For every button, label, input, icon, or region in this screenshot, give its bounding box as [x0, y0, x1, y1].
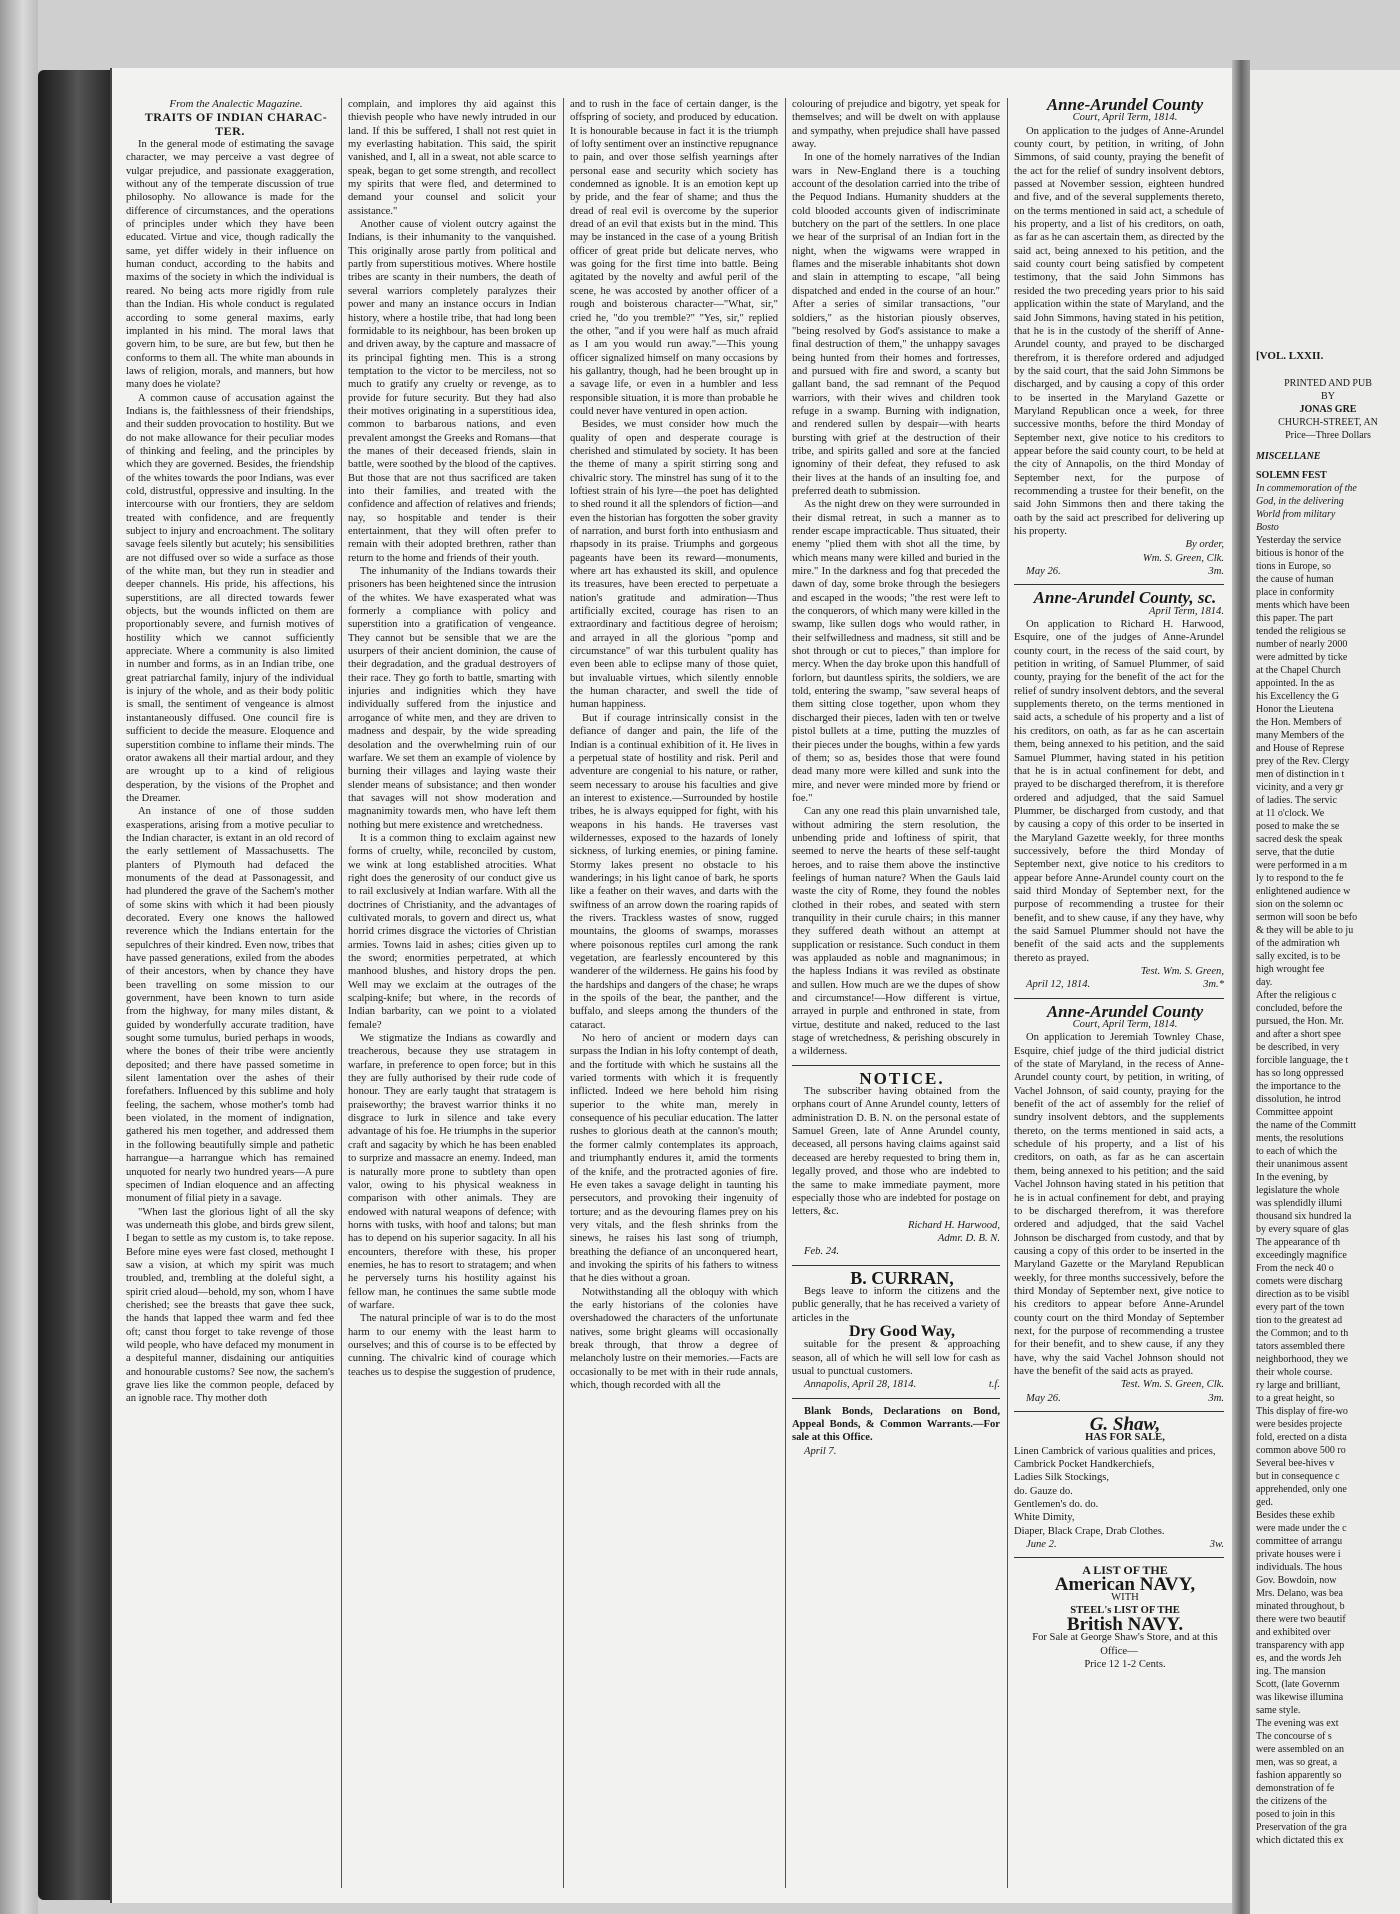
next-page-line: The evening was ext	[1256, 1718, 1339, 1729]
ad-court: Court, April Term, 1814.	[1072, 1019, 1178, 1031]
shaw-item: Diaper, Black Crape, Drab Clothes.	[1014, 1525, 1165, 1537]
next-page-line: many Members of the	[1256, 730, 1345, 741]
next-page-line: ry large and brilliant,	[1256, 1380, 1341, 1391]
paragraph: As the night drew on they were surrounded in their dismal retreat, in such a manner as to render escape impracticable. Thus situated, their enemy "plied them with shot all the time, by which means many were killed and buried in the mire." In the darkness and fog that preceded the dawn of day, some broke through the besiegers and escaped in the woods; "the rest were left to the conquerors, of which many were killed in the swamp, like sullen dogs who would rather, in their selfwilledness and madness, sit still and be shot through or cut to pieces," than implore for mercy. When the day broke upon this handfull of forlorn, but dauntless spirits, the soldiers, we are told, entering the swamp, "saw several heaps of them sitting close together, upon whom they discharged their pieces, laden with ten or twelve pistol bullets at a time, putting the muzzles of their pieces under the boughs, within a few yards of them; so as, besides those that were found dead many more were killed and sunk into the mire, and never were minded more by friend or foe."	[792, 499, 1000, 804]
next-page-line: his Excellency the G	[1256, 691, 1340, 702]
ad-court: Court, April Term, 1814.	[1072, 112, 1178, 124]
next-page-line: es, and the words Jeh	[1256, 1653, 1342, 1664]
paragraph: It is a common thing to exclaim against new forms of cruelty, while, reconciled by custom, we wink at long established atrocities. What right does the generosity of our conduct give us to rail exclusively at Indian warfare. With all the doctrines of Christianity, and the advantages of cultivated morals, to govern and direct us, what horrid crimes disgrace the victories of Christian armies. Towns laid in ashes; cities given up to the sword; enormities perpetrated, at which manhood blushes, and history drops the pen. Well may we exclaim at the outrages of the scalping-knife; but where, in the records of Indian barbarity, can we point to a violated female?	[348, 832, 556, 1031]
curran-headline: Dry Good Way,	[849, 1322, 955, 1340]
next-page-line: & they will be able to ju	[1256, 925, 1354, 936]
next-page-line: Yesterday the service	[1256, 535, 1342, 546]
next-page-line: was splendidly illumi	[1256, 1198, 1343, 1209]
newspaper-page	[110, 68, 1232, 1903]
next-page-line: World from military	[1256, 509, 1336, 520]
next-page-line: private houses were i	[1256, 1549, 1341, 1560]
paragraph: In the general mode of estimating the savage character, we may perceive a vast degree of vulgar prejudice, and passionate exaggeration, without any of the temperate discussion of true philosophy. No allowance is made for the difference of circumstances, and the operations of principles under which they have been educated. Virtue and vice, though radically the same, yet differ widely in their influence on human conduct, according to the habits and maxims of the society in which the individual is reared. No being acts more rigidly from rule than the Indian. His whole conduct is regulated according to some general maxims, early implanted in his mind. The moral laws that govern him, to be sure, are but few, but then he conforms to them all. The white man abounds in laws of religion, morals, and manners, but how many does he violate?	[126, 139, 334, 391]
ad-title: Anne-Arundel County, sc.	[1033, 588, 1217, 608]
next-page-line: legislature the whole	[1256, 1185, 1340, 1196]
next-page-line: vicinity, and a very gr	[1256, 782, 1344, 793]
next-page-line: Preservation of the gra	[1256, 1822, 1347, 1833]
next-page-line: the Hon. Members of	[1256, 717, 1342, 728]
next-page-line: In commemoration of the	[1256, 483, 1357, 494]
next-page-line: After the religious c	[1256, 990, 1337, 1001]
next-page-line: ing. The mansion	[1256, 1666, 1326, 1677]
paragraph: complain, and implores thy aid against this thievish people who have newly intruded in our land. If this be suffered, I shall not rest quiet in my everlasting habitation. This said, the spirit vanished, and I, all in a sweat, not able scarce to speak, began to get some strength, and recollect my spirits that were fled, and determined to demand your counsel and solicit your assistance."	[348, 99, 556, 217]
next-page-line: the name of the Committ	[1256, 1120, 1356, 1131]
next-page-line: sion on the solemn oc	[1256, 899, 1344, 910]
next-page-line: Scott, (late Governm	[1256, 1679, 1340, 1690]
next-page-line: ged.	[1256, 1497, 1273, 1508]
navy-line: British NAVY.	[1066, 1613, 1184, 1635]
next-page-line: forcible language, the t	[1256, 1055, 1349, 1066]
next-page-line: day.	[1256, 977, 1273, 988]
next-page-line: every part of the town	[1256, 1302, 1345, 1313]
next-page-line: the cause of human	[1256, 574, 1334, 585]
next-page-line: From the neck 40 o	[1256, 1263, 1334, 1274]
navy-line: American NAVY,	[1054, 1573, 1196, 1595]
next-page-line: the importance to the	[1256, 1081, 1341, 1092]
next-page-line: be described, in very	[1256, 1042, 1340, 1053]
paragraph: "When last the glorious light of all the sky was underneath this globe, and birds grew silent, I began to settle as my custom is, to take repose. Before mine eyes were fast closed, methought I saw a vision, at which my spirit was much troubled, and, trembling at the doleful sight, a spirit cried aloud—behold, my son, whom I have cherished; see the breasts that gave thee suck, the hands that lapped thee warm and fed thee oft; canst thou forget to take revenge of those wild people, who have defaced my monument in a despiteful manner, disdaining our antiquities and honourable customs? See now, the sachem's grave lies like the common people, defaced by an ignoble race. Thy mother doth	[126, 1206, 334, 1405]
next-page-line: to each of which the	[1256, 1146, 1338, 1157]
ad-term: 3m.*	[1203, 979, 1224, 991]
next-page-line: Committee appoint	[1256, 1107, 1333, 1118]
divider	[1014, 998, 1224, 999]
next-page-line: men, was so great, a	[1256, 1757, 1338, 1768]
column-rule	[341, 98, 342, 1888]
paragraph: In one of the homely narratives of the Indian wars in New-England there is a touching account of the desolation carried into the tribe of the Pequod Indians. Humanity shudders at the cold blooded accounts given of indiscriminate butchery on the part of the settlers. In one place we hear of the surprisal of an Indian fort in the night, when the wigwams were wrapped in flames and the miserable inhabitants shot down and slain in attempting to escape, "all being dispatched and ended in the course of an hour." After a series of similar transactions, "our soldiers," as the historian piously observes, "being resolved by God's assistance to make a final destruction of them," the unhappy savages being hunted from their homes and fortresses, and pursued with fire and sword, a scanty but gallant band, the sad remnant of the Pequod warriors, with their wives and children took refuge in a swamp. Burning with indignation, and rendered sullen by despair—with hearts bursting with grief at the destruction of their tribe, and spirits galled and sore at the fancied ignominy of their defeat, they refused to ask their lives at the hands of an insulting foe, and preferred death to submission.	[792, 152, 1000, 497]
next-page-line: dissolution, he introd	[1256, 1094, 1341, 1105]
next-page-line: common above 500 ro	[1256, 1445, 1346, 1456]
ad-term: 3m.	[1208, 566, 1224, 578]
next-page-line: the Common; and to th	[1256, 1328, 1349, 1339]
next-page-line: SOLEMN FEST	[1256, 470, 1327, 481]
next-page-line: to a great height, so	[1256, 1393, 1335, 1404]
navy-line: WITH	[1111, 1592, 1139, 1604]
paragraph: An instance of one of those sudden exasperations, arising from a motive peculiar to the Indian character, is extant in an old record of the early settlement of Massachusetts. The planters of Plymouth had defaced the monuments of the dead at Passonagessit, and had plundered the grave of the Sachem's mother of some skins with which it had been piously decorated. Every one knows the hallowed reverence which the Indians entertain for the sepulchres of their kindred. Even now, tribes that have passed generations, exiled from the abodes of their ancestors, when by chance they have been travelling on some mission to our government, have been known to turn aside from the highway, for many miles distant, & guided by wonderfully accurate tradition, have sought some tumulus, buried perhaps in woods, where the bones of their tribe were anciently deposited; and there have passed sometime in silent lamentation over the ashes of their forefathers. Influenced by this sublime and holy feeling, the sachem, whose mother's tomb had been violated, in the moment of indignation, gathered his men together, and addressed them in the following beautifully simple and pathetic harrangue—a harrangue which has remained unquoted for nearly two hundred years—A pure specimen of Indian eloquence and an affecting monument of filial piety in a savage.	[126, 806, 334, 1205]
next-page-line: their unanimous assent	[1256, 1159, 1348, 1170]
ad-date-text: May 26.	[1026, 1392, 1061, 1404]
volume-label: [VOL. LXXII.	[1256, 350, 1324, 362]
blank-bonds-ad: Blank Bonds, Declarations on Bond, Appeal Bonds, & Common Warrants.—For sale at this Office.	[792, 1405, 1000, 1444]
curran-intro: Begs leave to inform the citizens and the public generally, that he has received a variety of articles in the	[792, 1285, 1000, 1324]
shaw-item: Cambrick Pocket Handkerchiefs,	[1014, 1459, 1155, 1471]
column-rule	[1007, 98, 1008, 1888]
navy-price: Price 12 1-2 Cents.	[1084, 1658, 1166, 1670]
notice-signature: Richard H. Harwood,	[907, 1219, 1000, 1231]
next-page-line: which dictated this ex	[1256, 1835, 1344, 1846]
next-page-line: and after a short spee	[1256, 1029, 1341, 1040]
divider	[1014, 1411, 1224, 1412]
book-binding	[38, 70, 110, 1900]
shaw-item: Linen Cambrick of various qualities and prices,	[1014, 1445, 1216, 1457]
ad-signed	[1014, 965, 1224, 978]
next-page-line: Mrs. Delano, was bea	[1256, 1588, 1343, 1599]
next-page-text	[1250, 377, 1400, 1847]
ad-court: April Term, 1814.	[1149, 605, 1224, 617]
next-page-line: sermon will soon be befo	[1256, 912, 1358, 923]
next-page-line: enlightened audience w	[1256, 886, 1351, 897]
next-page-line: committee of arrangu	[1256, 1536, 1343, 1547]
next-page-line: JONAS GRE	[1299, 404, 1357, 415]
notice-text: The subscriber having obtained from the orphans court of Anne Arundel county, letters of administration D. B. N. on the personal estate of Samuel Green, late of Anne Arundel county, deceased, all persons having claims against said deceased are hereby requested to bring them in, legally proved, and those who are indebted to the same to make immediate payment, more especially those who are indebted for postage on letters, &c.	[792, 1086, 1000, 1218]
next-page-line: BY	[1321, 391, 1335, 402]
scan-margin	[0, 0, 38, 1914]
next-page-line: there were two beautif	[1256, 1614, 1346, 1625]
next-page-line: number of nearly 2000	[1256, 639, 1348, 650]
ad-signed-text: Wm. S. Green, Clk.	[1142, 1379, 1224, 1391]
paragraph: But if courage intrinsically consist in the defiance of danger and pain, the life of the Indian is a continual exhibition of it. He lives in a perpetual state of hostility and risk. Peril and adventure are congenial to his nature, or rather, seem necessary to arouse his faculties and give an interest to existence.—Surrounded by hostile tribes, he is always equipped for fight, with his weapons in his hands. He traverses vast wildernesses, exposed to the hazards of lonely sickness, of lurking enemies, or pining famine. Stormy lakes present no obstacle to his wanderings; in his light canoe of bark, he sports like a feather on their waves, and darts with the swiftness of an arrow down the roaring rapids of the rivers. Trackless wastes of snow, rugged mountains, the glooms of swamps, morasses where poisonous reptiles curl among the rank vegetation, are fearlessly encountered by this wanderer of the wilderness. He gains his food by the hardships and dangers of the chase; he wraps in the spoils of the bear, the panther, and the buffalo, and sleeps among the thunders of the cataract.	[570, 712, 778, 1031]
ad-title: Anne-Arundel County	[1046, 1001, 1204, 1021]
paragraph: We stigmatize the Indians as cowardly and treacherous, because they use stratagem in warfare, in preference to open force; but in this they are fully authorised by their rude code of honour. They are early taught that stratagem is praiseworthy; the bravest warrior thinks it no disgrace to lurk in silence and take every advantage of his foe. He triumphs in the superior craft and sagacity by which he has been enabled to surprize and massacre an enemy. Indeed, man is naturally more prone to subtlety than open valor, owing to his physical weakness in comparison with other animals. They are endowed with natural weapons of defence; with horns with tusks, with hoof and talons; but man has to depend on his superior sagacity. In all his encounters, therefore with these, his proper enemies, he has to resort to stratagem; and when he perversely turns his hostility against his fellow man, he continues the same subtle mode of warfare.	[348, 1033, 556, 1311]
divider	[792, 1065, 1000, 1066]
column-3	[570, 98, 778, 1888]
next-page-line: In the evening, by	[1256, 1172, 1329, 1183]
paragraph: colouring of prejudice and bigotry, yet speak for themselves; and will be dwelt on with applause and sympathy, when prejudice shall have passed away.	[792, 99, 1000, 151]
curran-text: suitable for the present & approaching season, all of which he will sell low for cash as usual to punctual customers.	[792, 1339, 1000, 1377]
paragraph: Besides, we must consider how much the quality of open and desperate courage is cherished and stimulated by society. It has been the theme of many a spirit stirring song and chivalric story. The minstrel has sung of it to the loftiest strain of his lyre—the poet has delighted to shed round it all the splendors of fiction—and even the historian has forgotten the sober gravity of narration, and burst forth into enthusiasm and rhapsody in its praise. Triumphs and gorgeous pageants have been its reward—monuments, where art has exhausted its skill, and opulence its treasures, have been erected to perpetuate a nation's gratitude and admiration—Thus artificially excited, courage has risen to an extraordinary and factitious degree of heroism; and arrayed in all the glorious "pomp and circumstance" of war this turbulent quality has even been able to eclipse many of those quiet, but invaluable virtues, which silently ennoble the human character, and swell the tide of human happiness.	[570, 419, 778, 711]
next-page-line: apprehended, only one	[1256, 1484, 1347, 1495]
shaw-date-text: June 2.	[1026, 1539, 1057, 1551]
navy-line: A LIST OF THE	[1082, 1563, 1168, 1578]
next-page-line: comets were discharg	[1256, 1276, 1343, 1287]
paragraph: Another cause of violent outcry against the Indians, is their inhumanity to the vanquished. This originally arose partly from political and partly from superstitious motives. Where hostile tribes are scanty in their numbers, the death of several warriors completely paralyzes their power and many an instance occurs in Indian history, where a hostile tribe, that had long been formidable to its neighbour, has been broken up and driven away, by the capture and massacre of its principal fighting men. This is a strong temptation to the victor to be merciless, not so much to gratify any cruelty or revenge, as to provide for future security. But they had also their motives originating in a superstitious idea, common to barbarous nations, and even prevalent amongst the Greeks and Romans—that the manes of their deceased friends, slain in battle, were soothed by the blood of the captives. But those that are not thus sacrificed are taken into their families, and treated with the confidence and affection of relatives and friends; nay, so hospitable and tender is their entertainment, that they will often prefer to remain with their adopted brethren, rather than return to the home and friends of their youth.	[348, 219, 556, 564]
paragraph: The natural principle of war is to do the most harm to our enemy with the least harm to ourselves; and this of course is to be effected by cunning. The chivalric kind of courage which teaches us to despise the suggestion of prudence,	[348, 1313, 556, 1378]
column-4	[792, 98, 1000, 1888]
divider	[792, 1398, 1000, 1399]
next-page-line: neighborhood, they we	[1256, 1354, 1348, 1365]
next-page-line: tators assembled there	[1256, 1341, 1345, 1352]
next-page-line: were admitted by ticke	[1256, 652, 1348, 663]
next-page-line: PRINTED AND PUB	[1284, 378, 1372, 389]
next-page-line: by every square of glas	[1256, 1224, 1349, 1235]
paragraph: A common cause of accusation against the Indians is, the faithlessness of their friendships, and their sudden provocation to hostility. But we do not make allowance for their peculiar modes of thinking and feeling, and the principles by which they are governed. Besides, the friendship of the whites towards the poor Indians, was ever cold, distrustful, oppressive and insulting. In the intercourse with our frontiers, they are seldom treated with confidence, and are frequently subject to injury and encroachment. The solitary savage feels silently but acutely; his sensibilities are not diffused over so wide a surface as those of the white man, but they run in steadier and deeper channels. His pride, his affections, his superstitions, are all directed towards fewer objects, but the wounds inflicted on them are proportionably severe, and furnish motives of hostility which we cannot sufficiently appreciate. Where a community is also limited in number and forms, as in an Indian tribe, one great patriarchal family, injury of the individual is injury of the whole, and as their body politic is small, the sentiment of vengeance is almost instantaneously diffused. One council fire is sufficient to decide the measure. Eloquence and superstition combine to inflame their minds. The orator awakens all their martial ardour, and they are wrought up to a kind of religious desperation, by the visions of the Prophet and the Dreamer.	[126, 392, 334, 804]
next-page-line: has so long oppressed	[1256, 1068, 1344, 1079]
next-page-line: of ladies. The servic	[1256, 795, 1337, 806]
next-page-line: posed to make the se	[1256, 821, 1340, 832]
next-page-line: high wrought fee	[1256, 964, 1325, 975]
next-page-line: tended the religious se	[1256, 626, 1346, 637]
next-page-line: The appearance of th	[1256, 1237, 1341, 1248]
curran-tf: t.f.	[988, 1379, 1000, 1391]
shaw-item: White Dimity,	[1014, 1512, 1075, 1524]
paragraph: and to rush in the face of certain danger, is the offspring of society, and produced by education. It is honourable because in fact it is the triumph of lofty sentiment over an instinctive repugnance to pain, and over those selfish yearnings after personal ease and security which society has condemned as ignoble. It is an emotion kept up by pride, and the fear of shame; and thus the dread of real evil is overcome by the superior dread of an evil that exists but in the mind. This may be instanced in the case of a young British officer of great pride but delicate nerves, who was going for the first time into battle. Being agitated by the novelty and awful peril of the scene, he was accosted by another officer of a rough and boisterous character—"What, sir," cried he, "do you tremble?" "Yes, sir," replied the other, "and if you were half as much afraid as I am you would run away."—This young officer signalized himself on many occasions by his gallantry, though, had he been brought up in a savage life, or even in a humbler and less responsible situation, it is more than probable he could never have ventured in open action.	[570, 99, 778, 417]
next-page-line: the citizens of the	[1256, 1796, 1327, 1807]
next-page-line: transparency with app	[1256, 1640, 1345, 1651]
ad-date	[1014, 565, 1224, 578]
next-page-line: thousand six hundred la	[1256, 1211, 1352, 1222]
next-page-line: were assembled on an	[1256, 1744, 1345, 1755]
next-page-line: Bosto	[1256, 522, 1279, 533]
next-page-fragment	[1250, 70, 1400, 1914]
next-page-line: Honor the Lieutena	[1256, 704, 1334, 715]
page-gutter	[1232, 60, 1250, 1914]
paragraph: No hero of ancient or modern days can surpass the Indian in his lofty contempt of death, and the fortitude with which he sustains all the varied torments with which it is frequently inflicted. Indeed we here behold him rising superior to the white man, merely in consequence of his peculiar education. The latter rushes to glorious death at the cannon's mouth; the former calmly contemplates its approach, and triumphantly endures it, amid the torments of the knife, and the protracted agonies of fire. He even takes a savage delight in taunting his persecutors, and provoking their ingenuity of torture; and as the devouring flames prey on his very vitals, and the flesh shrinks from the sinews, he raises his last song of triumph, breathing the defiance of an unconquered heart, and invoking the spirits of his fathers to witness that he dies without a groan.	[570, 1033, 778, 1285]
next-page-line: men of distinction in t	[1256, 769, 1345, 780]
next-page-line: concluded, before the	[1256, 1003, 1343, 1014]
ad-date-text: April 12, 1814.	[1026, 979, 1091, 991]
next-page-line: were made under the c	[1256, 1523, 1347, 1534]
next-page-line: Several bee-hives v	[1256, 1458, 1335, 1469]
divider	[1014, 1557, 1224, 1558]
ad-date	[1014, 978, 1224, 991]
next-page-line: pursued, the Hon. Mr.	[1256, 1016, 1344, 1027]
notice-role: Admr. D. B. N.	[937, 1232, 1000, 1244]
next-page-line: ments which have been	[1256, 600, 1350, 611]
ad-text: On application to the judges of Anne-Arundel county court, by petition, in writing, of John Simmons, of said county, praying the benefit of the act for the relief of sundry insolvent debtors, passed at November session, eighteen hundred and five, and of the several supplements thereto, on the terms mentioned in said act, a schedule of his property, and a list of his creditors, on oath, as far as he can ascertain them, as directed by the said act, being annexed to his petition, and the said county court being satisfied by competent testimony, that the said John Simmons has resided the two preceding years prior to his said application within the state of Maryland, and the said John Simmons, having stated in his petition, that he is in the custody of the sheriff of Anne-Arundel county, and prayed to be discharged therefrom, it is therefore ordered and adjudged by the said court, that the said John Simmons be discharged, and by causing a copy of this order to be inserted in the Maryland Gazette or Maryland Republican once a week, for three successive months, before the third Monday of September next, give notice to his creditors to appear before the said county court, to be held at the city of Annapolis, on the third Monday of September next, for the purpose of recommending a trustee for their benefit, on the said John Simmons then and there taking the oath by the said act prescribed for delivering up his property.	[1014, 125, 1224, 537]
next-page-line: God, in the delivering	[1256, 496, 1344, 507]
next-page-line: The concourse of s	[1256, 1731, 1332, 1742]
next-page-line: Besides these exhib	[1256, 1510, 1335, 1521]
ad-term: 3m.	[1208, 1392, 1224, 1404]
ad-date	[1014, 1392, 1224, 1405]
notice-date: Feb. 24.	[804, 1246, 840, 1258]
next-page-line: place in conformity	[1256, 587, 1335, 598]
next-page-line: individuals. The hous	[1256, 1562, 1343, 1573]
next-page-line: ly to respond to the fe	[1256, 873, 1344, 884]
shaw-date	[1014, 1538, 1224, 1551]
paragraph: The inhumanity of the Indians towards their prisoners has been heightened since the intrusion of the whites. We have exasperated what was formerly a compliance with policy and superstition into a gratification of vengeance. They cannot but be sensible that we are the usurpers of their ancient dominion, the cause of their degradation, and the gradual destroyers of their race. They go forth to battle, smarting with injuries and indignities which they have individually suffered from the injustice and arrogance of white men, and they are driven to madness and despair, by the wide spreading desolation and the overwhelming ruin of our warfare. We set them an example of violence by burning their villages and laying waste their slender means of subsistance; and then wonder that savages will not show moderation and magnanimity towards men, who have left them nothing but mere existence and wretchedness.	[348, 566, 556, 831]
navy-line: STEEL's LIST OF THE	[1070, 1605, 1180, 1617]
blank-bonds-date: April 7.	[804, 1445, 837, 1457]
ad-order: By order,	[1185, 539, 1224, 551]
curran-date	[792, 1378, 1000, 1391]
next-page-line: CHURCH-STREET, AN	[1278, 417, 1378, 428]
next-page-line: and exhibited over	[1256, 1627, 1331, 1638]
next-page-line: Gov. Bowdoin, now	[1256, 1575, 1337, 1586]
article-source: From the Analectic Magazine.	[169, 98, 303, 110]
next-page-line: of the admiration wh	[1256, 938, 1340, 949]
navy-line: For Sale at George Shaw's Store, and at this Office—	[1032, 1632, 1218, 1657]
ad-text: On application to Richard H. Harwood, Esquire, one of the judges of Anne-Arundel county court, in the recess of the said court, by petition in writing, of Samuel Plummer, of said county, praying for the benefit of the act for the relief of sundry insolvent debtors, and the several supplements thereto, on the terms mentioned in said acts, a schedule of his property and a list of his creditors, on oath, as far as he can ascertain them, being annexed to his petition, and the said Samuel Plummer, having stated in his petition that he is in actual confinement for debt, and prayed to be discharged therefrom, it is therefore ordered and adjudged, that the said Samuel Plummer, be discharged from custody, and that by causing a copy of this order to be inserted in the Maryland Gazette weekly, for three months successively, before the third Monday of September next, give notice to his creditors to appear before Anne-Arundel county court on the said third Monday of September next, for the purpose of recommending a trustee for their benefit, and to shew cause, if any they have, why the said Samuel Plummer should not have the benefit of the said acts and the supplements thereto as prayed.	[1014, 619, 1224, 964]
next-page-line: sacred desk the speak	[1256, 834, 1343, 845]
column-5	[1014, 98, 1224, 1888]
next-page-line: at 11 o'clock. We	[1256, 808, 1325, 819]
column-rule	[563, 98, 564, 1888]
next-page-line: this paper. The part	[1256, 613, 1334, 624]
shaw-for-sale: HAS FOR SALE,	[1085, 1432, 1165, 1444]
next-page-line: tions in Europe, so	[1256, 561, 1331, 572]
next-page-line: were performed in a m	[1256, 860, 1348, 871]
next-page-line: fold, erected on a dista	[1256, 1432, 1347, 1443]
next-page-line: This display of fire-wo	[1256, 1406, 1348, 1417]
next-page-line: serve, that the dutie	[1256, 847, 1335, 858]
next-page-line: was likewise illumina	[1256, 1692, 1344, 1703]
column-2	[348, 98, 556, 1888]
ad-text: On application to Jeremiah Townley Chase, Esquire, chief judge of the third judicial district of the state of Maryland, in the recess of Anne-Arundel county court, by petition, in writing, of Vachel Johnson, of said county, praying for the benefit of the act of assembly for the relief of sundry insolvent debtors, and the supplements thereto, on the terms mentioned in said acts, a schedule of his property, and a list of his creditors, on oath, as far as he can ascertain them, being annexed to his petition; and the said Vachel Johnson having stated in his petition that he is in actual confinement for debt, and praying to be discharged therefrom, it was therefore ordered and adjudged, that the said Vachel Johnson be discharged from custody, and that by causing a copy of this order to be inserted in the Maryland Gazette or the Maryland Republican weekly, for three months successively, before the third Monday of September next, give notice to his creditors to appear before Anne-Arundel county court on the third Monday of September next, for the purpose of recommending a trustee for their benefit, and to shew cause, if any they have, why the said Vachel Johnson should not have the benefit of the said acts as prayed.	[1014, 1032, 1224, 1377]
next-page-line: their whole course.	[1256, 1367, 1333, 1378]
next-page-line: same style.	[1256, 1705, 1301, 1716]
column-rule	[785, 98, 786, 1888]
ad-title: Anne-Arundel County	[1046, 98, 1204, 114]
next-page-line: sally excited, is to be	[1256, 951, 1341, 962]
shaw-term: 3w.	[1209, 1539, 1224, 1551]
next-page-line: demonstration of fe	[1256, 1783, 1335, 1794]
shaw-item: do. Gauze do.	[1014, 1485, 1073, 1497]
ad-signed	[1014, 1378, 1224, 1391]
shaw-name: G. Shaw,	[1089, 1414, 1161, 1435]
column-1	[126, 98, 334, 1888]
paragraph: Can any one read this plain unvarnished tale, without admiring the stern resolution, the unbending pride and loftiness of spirit, that seemed to nerve the hearts of these self-taught heroes, and to raise them above the instinctive feelings of human nature? When the Gauls laid waste the city of Rome, they found the nobles clothed in their robes, and seated with stern tranquility in their curule chairs; in this manner they suffered death without an attempt at supplication or resistance. Such conduct in them was applauded as noble and magnanimous; in the hapless Indians it was reviled as obstinate and sullen. How much are we the dupes of show and circumstance!—How different is virtue, arrayed in purple and enthroned in state, from virtue, destitute and naked, reduced to the last stage of wretchedness, & perishing obscurely in a wilderness.	[792, 806, 1000, 1058]
next-page-line: prey of the Rev. Clergy	[1256, 756, 1350, 767]
ad-signed: Wm. S. Green, Clk.	[1142, 552, 1224, 564]
next-page-line: ments, the resolutions	[1256, 1133, 1344, 1144]
ad-test: Test.	[1140, 966, 1161, 977]
next-page-line: direction as to be visibl	[1256, 1289, 1350, 1300]
ad-test: Test.	[1120, 1379, 1141, 1391]
next-page-line: Price—Three Dollars	[1285, 430, 1371, 441]
paragraph: Notwithstanding all the obloquy with which the early historians of the colonies have overshadowed the characters of the unfortunate natives, some bright gleams will occasionally break through, that throw a degree of melancholy lustre on their memories.—Facts are occasionally to be met with in their rude annals, which, though recorded with all the	[570, 1286, 778, 1391]
next-page-line: at the Chapel Church	[1256, 665, 1341, 676]
next-page-line: tion to the greatest ad	[1256, 1315, 1343, 1326]
next-page-line: exceedingly magnifice	[1256, 1250, 1347, 1261]
next-page-line: posed to join in this	[1256, 1809, 1335, 1820]
shaw-item: Ladies Silk Stockings,	[1014, 1472, 1110, 1484]
next-page-line: MISCELLANE	[1256, 451, 1321, 462]
curran-date-text: Annapolis, April 28, 1814.	[804, 1379, 917, 1391]
curran-name: B. CURRAN,	[850, 1267, 954, 1288]
next-page-line: bitious is honor of the	[1256, 548, 1344, 559]
next-page-line: were besides projecte	[1256, 1419, 1343, 1430]
divider	[1014, 584, 1224, 585]
shaw-item: Gentlemen's do. do.	[1014, 1499, 1099, 1511]
article-title: TRAITS OF INDIAN CHARAC- TER.	[144, 110, 328, 138]
ad-signed-text: Wm. S. Green,	[1162, 966, 1224, 977]
next-page-line: and House of Represe	[1256, 743, 1345, 754]
next-page-line: appointed. In the as	[1256, 678, 1335, 689]
notice-title: NOTICE.	[859, 1068, 945, 1088]
next-page-line: fashion apparently so	[1256, 1770, 1342, 1781]
next-page-line: but in consequence c	[1256, 1471, 1340, 1482]
next-page-line: minated throughout, b	[1256, 1601, 1345, 1612]
ad-date-text: May 26.	[1026, 566, 1061, 578]
divider	[792, 1265, 1000, 1266]
